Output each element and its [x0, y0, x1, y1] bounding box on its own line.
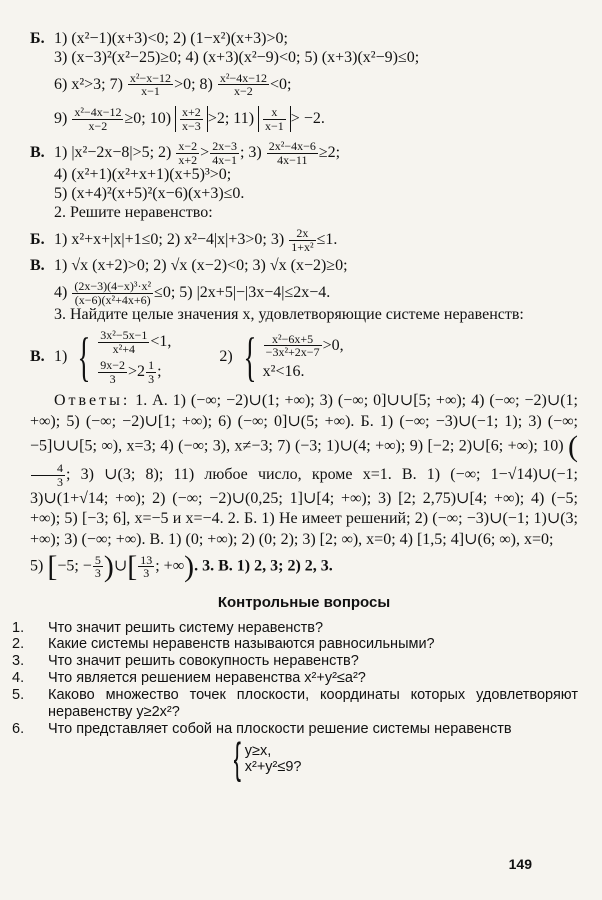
- left-brace: {: [243, 327, 257, 388]
- exercise-b1-line2: [30, 49, 578, 68]
- fraction: $\frac{4}{3}$: [31, 462, 65, 488]
- exercise-text: ≤1.: [316, 230, 338, 248]
- question-6-system: { y≥x, x²+y²≤9?: [233, 734, 302, 784]
- exercise-text: 1) (x²−1)(x+3)<0; 2) (1−x²)(x+3)>0;: [54, 30, 288, 47]
- exercise-text: 5) (x+4)²(x+5)²(x−6)(x+3)≤0.: [54, 185, 245, 203]
- absolute-value: $\frac{x+2}{x-3}$: [175, 106, 208, 132]
- answers-block: Ответы: 1. А. 1) (−∞; −2)∪(1; +∞); 3) (−∞; 0]∪∪[5; +∞); 4) (−∞; −2)∪(1; +∞); 5) (−∞; −2)∪[1; +∞); 6) (−∞; 0]∪(5; +∞). Б. 1) (−∞; −3)∪(−1; 1); 3) (−∞; −5]∪∪[5; ∞), x=3; 4) (−∞; 3), x≠−3; 7) (−3; 1)∪(4; +∞); 9) [−2; 2)∪[6; +∞); 10) ( $\frac{4}{3}$ ; 3) ∪(3; 8); 11) любое число, кроме x=1. В. 1) (−∞; 1−√14)∪(−1; 3)∪(1+√14; +∞); 2) (−∞; −2)∪(0,25; 1]∪[4; +∞); 3) [2; 2,75)∪[4; +∞); 4) (−5; +∞); 5) [−3; 6], x=−5 и x=−4. 2. Б. 1) Не имеет решений; 2) (−∞; −3)∪(−1; 1)∪(3; +∞); 3) (−∞; +∞). В. 1) (0; +∞); 2) (0; 2); 3) [2; ∞), x=0; 4) [1,5; 4]∪(6; ∞), x=0;: [30, 392, 579, 548]
- section-label: Б.: [30, 30, 45, 47]
- exercise-v1-line3: [30, 185, 578, 204]
- exercise-b1-line3: [30, 72, 578, 98]
- fraction: $\frac{2x-3}{4x-1}$: [212, 139, 237, 167]
- control-questions-title: Контрольные вопросы: [217, 593, 391, 611]
- list-item: 1. Что значит решить систему неравенств?: [12, 619, 324, 636]
- list-item: 3. Что значит решить совокупность неравенств?: [12, 653, 359, 670]
- exercise-text: 3) (x−3)²(x²−25)≥0; 4) (x+3)(x²−9)<0; 5) (x+3)(x²−9)≤0;: [54, 48, 420, 66]
- page-content: [12, 30, 579, 784]
- exercise-v2-line1: [30, 257, 578, 276]
- fraction: $\frac{\text{x²−4x−12}}{x-2}$: [219, 70, 267, 99]
- fraction: $\frac{x-2}{x+2}$: [178, 139, 198, 167]
- exercise-text: ≥2;: [318, 143, 341, 161]
- absolute-value: $\frac{x}{x-1}$: [258, 106, 291, 132]
- list-item: 4. Что является решением неравенства x²+y²≤a²?: [12, 670, 366, 687]
- exercise-text: >2; 11): [207, 109, 255, 127]
- section-label: Б.: [30, 230, 45, 248]
- exercise-b1-line1: [30, 30, 578, 49]
- exercise-v3-systems: [30, 327, 578, 388]
- answers-heading: Ответы:: [54, 392, 131, 410]
- section-label: В.: [30, 143, 45, 161]
- fraction: $\frac{\text{(2x−3)(4−x)³·x²}}{\text{(x−6)(x²+4x+6)}}$: [74, 279, 152, 307]
- exercise-text: 4) (x²+1)(x²+x+1)(x+5)³>0;: [54, 166, 232, 184]
- exercise-text: <0;: [270, 75, 292, 93]
- list-item: 2. Какие системы неравенств называются равносильными?: [12, 636, 435, 653]
- exercise-b2-line1: [30, 227, 578, 253]
- system-2: $\frac{\text{x²−6x+5}}{\text{−3x²+2x−7}}$ >0, x²<16.: [262, 331, 344, 380]
- fraction: $\frac{13}{3}$: [140, 552, 153, 581]
- system-1: $\frac{\text{3x²−5x−1}}{\text{x²+4}}$ <1, $\frac{9x-2}{3}$ >2 $\frac{1}{3}$ ;: [100, 328, 172, 386]
- page-number: 149: [508, 856, 532, 872]
- fraction: $\frac{\text{x²−4x−12}}{x-2}$: [74, 104, 122, 133]
- exercise-text: ≥0; 10): [124, 109, 172, 127]
- exercise-b1-line4: [30, 106, 578, 132]
- exercise-text: ≤0; 5) |2x+5|−|3x−4|≤2x−4.: [154, 283, 331, 301]
- task-2-heading: 2. Решите неравенство:: [54, 204, 213, 222]
- section-label: В.: [30, 257, 45, 275]
- exercise-text: 2): [219, 347, 233, 365]
- section-label: В.: [30, 347, 45, 365]
- list-item: 5. Каково множество точек плоскости, координаты которых удовлетворяют неравенству y≥2x²?: [12, 686, 578, 720]
- exercise-text: 1) x²+x+|x|+1≤0; 2) x²−4|x|+3>0; 3): [54, 230, 285, 248]
- task-3-heading: 3. Найдите целые значения x, удовлетворяющие системе неравенств:: [54, 306, 524, 324]
- fraction: $\frac{\text{x²−x−12}}{x-1}$: [129, 70, 172, 99]
- exercise-text: >0; 8): [174, 75, 213, 93]
- fraction: $\frac{5}{3}$: [94, 552, 101, 581]
- exercise-text: > −2.: [290, 109, 325, 127]
- exercise-text: 1): [54, 347, 68, 365]
- exercise-text: 1) |x²−2x−8|>5; 2): [54, 143, 172, 161]
- exercise-text: 6) x²>3; 7): [54, 75, 123, 93]
- exercise-text: ; 3): [239, 143, 262, 161]
- fraction: $\frac{2x}{\text{1+x²}}$: [291, 225, 314, 254]
- exercise-v1-line1: [30, 140, 578, 166]
- answers-last-line: 5) [−5; − $\frac{5}{3}$ )∪[ $\frac{13}{3}$ ; +∞). 3. В. 1) 2, 3; 2) 2, 3.: [30, 549, 333, 583]
- fraction: $\frac{\text{2x²−4x−6}}{4x-11}$: [268, 139, 316, 167]
- answers-text: 1. А. 1) (−∞; −2)∪(1; +∞); 3) (−∞; 0]∪∪[5; +∞); 4) (−∞; −2)∪(1; +∞); 5) (−∞; −2)∪[1; +∞); 6) (−∞; 0]∪(5; +∞). Б. 1) (−∞; −3)∪(−1; 1); 3) (−∞; −5]∪∪[5; ∞), x=3; 4) (−∞; 3), x≠−3; 7) (−3; 1)∪(4; +∞); 9) [−2; 2)∪[6; +∞); 10): [30, 392, 579, 456]
- exercise-text: >: [200, 143, 210, 161]
- exercise-text: 1) √x (x+2)>0; 2) √x (x−2)<0; 3) √x (x−2)≥0;: [54, 257, 348, 275]
- list-item: 6. Что представляет собой на плоскости решение системы неравенств: [12, 720, 512, 737]
- exercise-v2-line2: [30, 280, 578, 306]
- question-list: [12, 619, 578, 784]
- exercise-v1-line2: [30, 166, 578, 185]
- exercise-text: 9): [54, 109, 68, 127]
- left-brace: {: [233, 734, 242, 784]
- exercise-text: 4): [54, 283, 68, 301]
- answers-text: ; 3) ∪(3; 8); 11) любое число, кроме x=1. В. 1) (−∞; 1−√14)∪(−1; 3)∪(1+√14; +∞); 2) (−∞; −2)∪(0,25; 1]∪[4; +∞); 3) [2; 2,75)∪[4; +∞); 4) (−5; +∞); 5) [−3; 6], x=−5 и x=−4. 2. Б. 1) Не имеет решений; 2) (−∞; −3)∪(−1; 1)∪(3; +∞); 3) (−∞; +∞). В. 1) (0; +∞); 2) (0; 2); 3) [2; ∞), x=0; 4) [1,5; 4]∪(6; ∞), x=0;: [30, 466, 578, 548]
- left-brace: {: [77, 327, 91, 388]
